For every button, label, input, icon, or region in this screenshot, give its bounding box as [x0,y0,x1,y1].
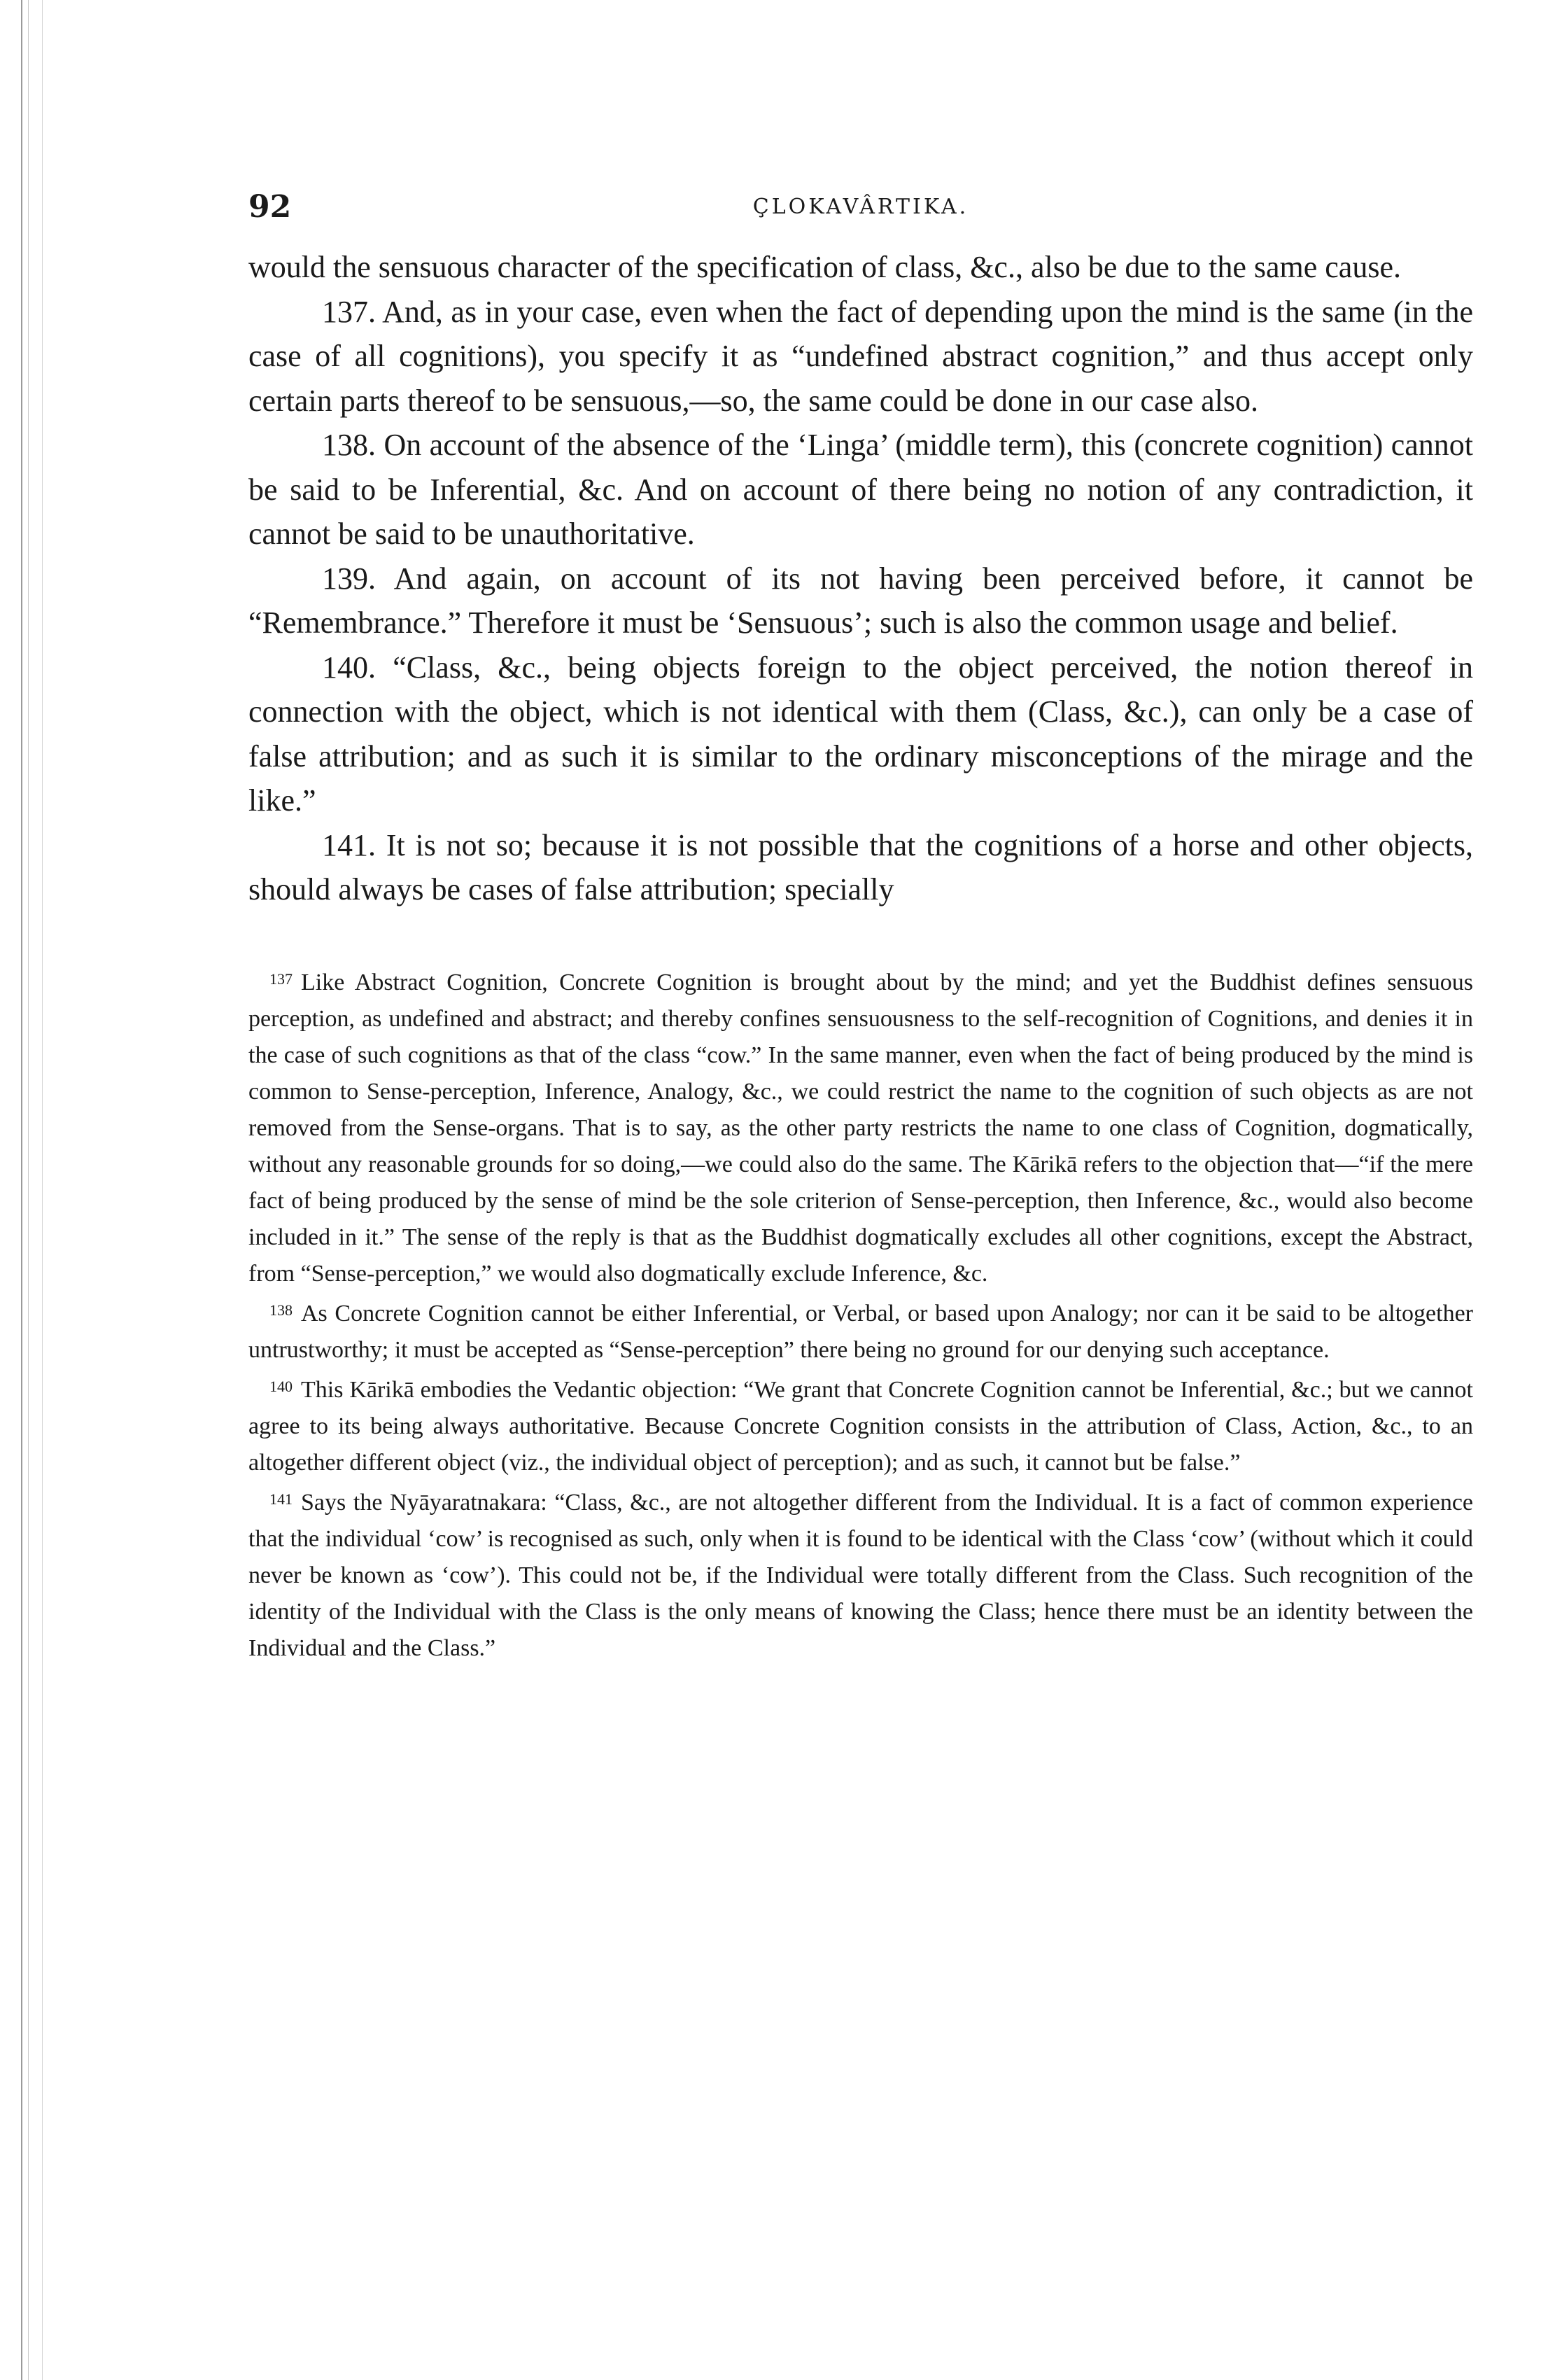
paragraph-text: would the sensuous character of the specification of class, &c., also be due to the same cause. [248,250,1401,284]
footnote-number: 140 [269,1377,293,1395]
scan-binding-edge [21,0,29,2380]
footnote-number: 141 [269,1490,293,1508]
paragraph-138 [248,423,1473,556]
paragraph-text: “Class, &c., being objects foreign to the object perceived, the notion thereof in connection with the object, which is not identical with them (Class, &c.), can only be a case of false attribution; and as such it is similar to the ordinary misconceptions of the mirage and the like.” [248,650,1473,818]
paragraph-number: 138. [322,428,376,462]
paragraph-139 [248,556,1473,645]
footnotes [248,961,1473,1667]
paragraph-number: 140. [322,650,376,685]
paragraph-number: 141. [322,827,376,862]
page-header [248,189,1473,245]
page-number: 92 [248,189,292,225]
footnote-141 [248,1481,1473,1667]
scan-binding-line [42,0,43,2380]
footnote-text: Like Abstract Cognition, Concrete Cognition is brought about by the mind; and yet the Buddhist defines sensuous perception, as undefined and abstract; and thereby confines sensuousness to the self-recognition of Cognitions, and denies it in the case of such cognitions as that of the class “cow.” In the same manner, even when the fact of being produced by the mind is common to Sense-perception, Inference, Analogy, &c., we could restrict the name to the cognition of such objects as are not removed from the Sense-organs. That is to say, as the other party restricts the name to one class of Cognition, dogmatically, without any reasonable grounds for so doing,—we could also do the same. The Kārikā refers to the objection that—“if the mere fact of being produced by the sense of mind be the sole criterion of Sense-perception, then Inference, &c., would also become included in it.” The sense of the reply is that as the Buddhist dogmatically excludes all other cognitions, except the Abstract, from “Sense-perception,” we would also dogmatically exclude Inference, &c. [248,969,1473,1287]
paragraph-text: And, as in your case, even when the fact of depending upon the mind is the same (in the case of all cognitions), you specify it as “undefined abstract cognition,” and thus accept only certain parts thereof to be sensuous,—so, the same could be done in our case also. [248,294,1473,418]
footnote-text: This Kārikā embodies the Vedantic objection: “We grant that Concrete Cognition cannot be Inferential, &c.; but we cannot agree to its being always authoritative. Because Concrete Cognition consists in the attribution of Class, Action, &c., to an altogether different object (viz., the individual object of perception); and as such, it cannot but be false.” [248,1376,1473,1476]
main-text [248,245,1473,912]
paragraph-140 [248,645,1473,823]
footnote-text: As Concrete Cognition cannot be either Inferential, or Verbal, or based upon Analogy; nor can it be said to be altogether untrustworthy; it must be accepted as “Sense-perception” there being no ground for our denying such acceptance. [248,1300,1473,1363]
paragraph-number: 137. [322,294,376,329]
running-title: ÇLOKAVÂRTIKA. [752,195,969,219]
paragraph-text: On account of the absence of the ‘Linga’ (middle term), this (concrete cognition) cannot be said to be Inferential, &c. And on account of there being no notion of any contradiction, it cannot be said to be unauthoritative. [248,428,1474,551]
book-page [248,189,1473,1667]
footnote-140 [248,1368,1473,1481]
paragraph-number: 139. [322,561,376,596]
footnote-text: Says the Nyāyaratnakara: “Class, &c., are not altogether different from the Individual. It is a fact of common experience that the individual ‘cow’ is recognised as such, only when it is found to be identical with the Class ‘cow’ (without which it could never be known as ‘cow’). This could not be, if the Individual were totally different from the Class. Such recognition of the identity of the Individual with the Class is the only means of knowing the Class; hence there must be an identity between the Individual and the Class.” [248,1489,1473,1661]
paragraph-continued [248,245,1473,290]
paragraph-141 [248,823,1473,912]
paragraph-text: And again, on account of its not having been perceived before, it cannot be “Remembrance.” Therefore it must be ‘Sensuous’; such is also the common usage and belief. [248,561,1473,640]
footnote-138 [248,1292,1473,1368]
footnote-number: 138 [269,1301,293,1319]
footnote-137 [248,961,1473,1292]
paragraph-text: It is not so; because it is not possible that the cognitions of a horse and other objects, should always be cases of false attribution; specially [248,827,1473,906]
paragraph-137 [248,290,1473,424]
footnote-number: 137 [269,969,293,988]
